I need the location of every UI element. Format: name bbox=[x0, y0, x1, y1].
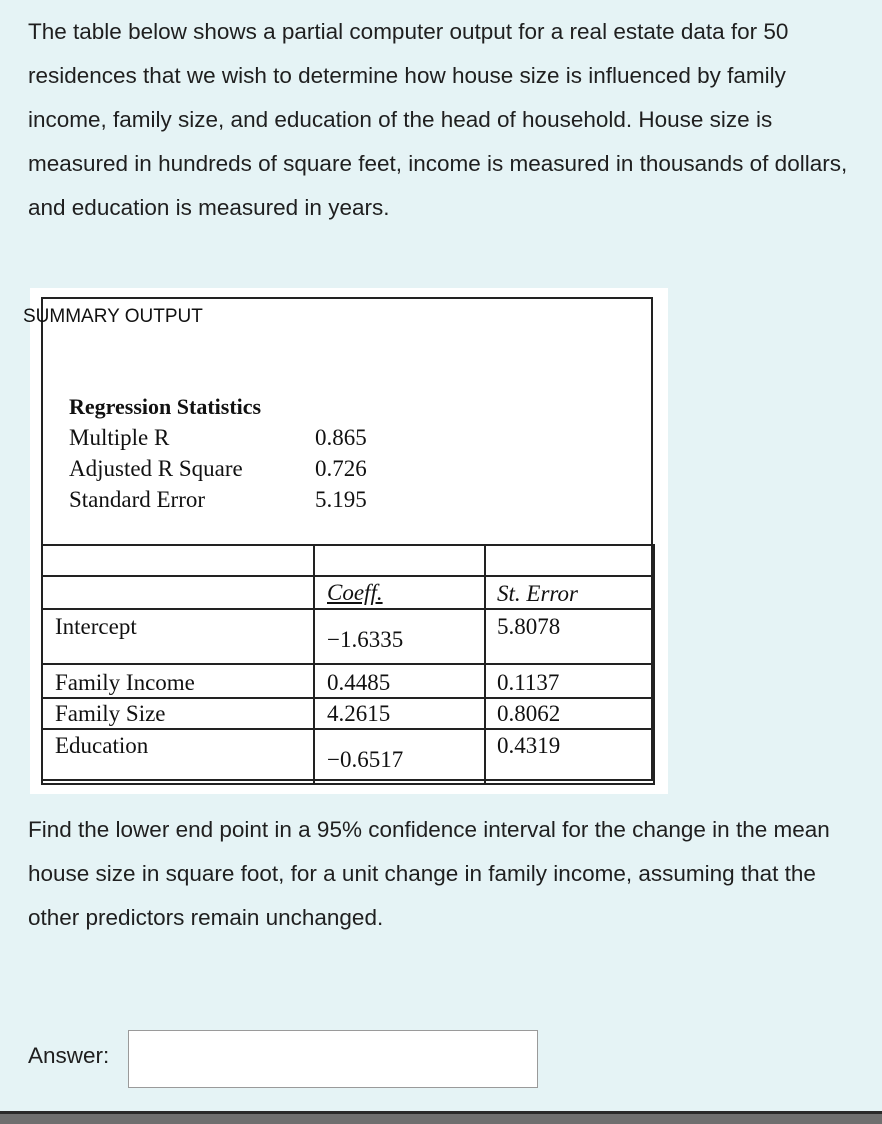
row-label-education: Education bbox=[55, 733, 149, 758]
summary-output-title: SUMMARY OUTPUT bbox=[23, 306, 203, 327]
table-line bbox=[41, 608, 654, 610]
stat-label-multiple-r: Multiple R bbox=[69, 425, 170, 450]
question-paragraph: Find the lower end point in a 95% confidence interval for the change in the mean house size in square foot, for a unit change in family income, assuming that the other predictors remain unchanged. bbox=[28, 817, 830, 930]
table-line bbox=[41, 575, 654, 577]
stat-label-standard-error: Standard Error bbox=[69, 487, 206, 512]
row-label-intercept: Intercept bbox=[55, 614, 137, 639]
bottom-bar bbox=[0, 1114, 882, 1124]
table-line bbox=[313, 544, 315, 785]
table-line bbox=[41, 544, 43, 785]
coeff-family-size: 4.2615 bbox=[327, 701, 391, 726]
regression-statistics-heading: Regression Statistics bbox=[69, 394, 262, 419]
st-error-intercept: 5.8078 bbox=[497, 614, 561, 639]
table-line bbox=[484, 544, 486, 785]
answer-input[interactable] bbox=[128, 1030, 538, 1088]
st-error-education: 0.4319 bbox=[497, 733, 561, 758]
stat-label-adjusted-r-square: Adjusted R Square bbox=[69, 456, 243, 481]
coeff-intercept: −1.6335 bbox=[327, 627, 404, 652]
table-line bbox=[653, 544, 655, 785]
coeff-header: Coeff. bbox=[327, 580, 383, 605]
table-line bbox=[41, 783, 654, 785]
st-error-family-income: 0.1137 bbox=[497, 670, 560, 695]
row-label-family-income: Family Income bbox=[55, 670, 195, 695]
table-line bbox=[41, 728, 654, 730]
table-line bbox=[41, 663, 654, 665]
answer-label: Answer: bbox=[28, 1043, 110, 1068]
intro-paragraph: The table below shows a partial computer output for a real estate data for 50 residences that we wish to determine how house size is influenced by family income, family size, and education of the head of household. House size is measured in hundreds of square feet, income is measured in thousands of dollars, and education is measured in years. bbox=[28, 19, 848, 220]
st-error-header: St. Error bbox=[497, 581, 578, 606]
coeff-family-income: 0.4485 bbox=[327, 670, 391, 695]
table-line bbox=[41, 697, 654, 699]
stat-value-multiple-r: 0.865 bbox=[315, 425, 367, 450]
row-label-family-size: Family Size bbox=[55, 701, 166, 726]
stat-value-standard-error: 5.195 bbox=[315, 487, 367, 512]
table-line bbox=[41, 544, 654, 546]
coeff-education: −0.6517 bbox=[327, 747, 404, 772]
stat-value-adjusted-r-square: 0.726 bbox=[315, 456, 367, 481]
st-error-family-size: 0.8062 bbox=[497, 701, 561, 726]
